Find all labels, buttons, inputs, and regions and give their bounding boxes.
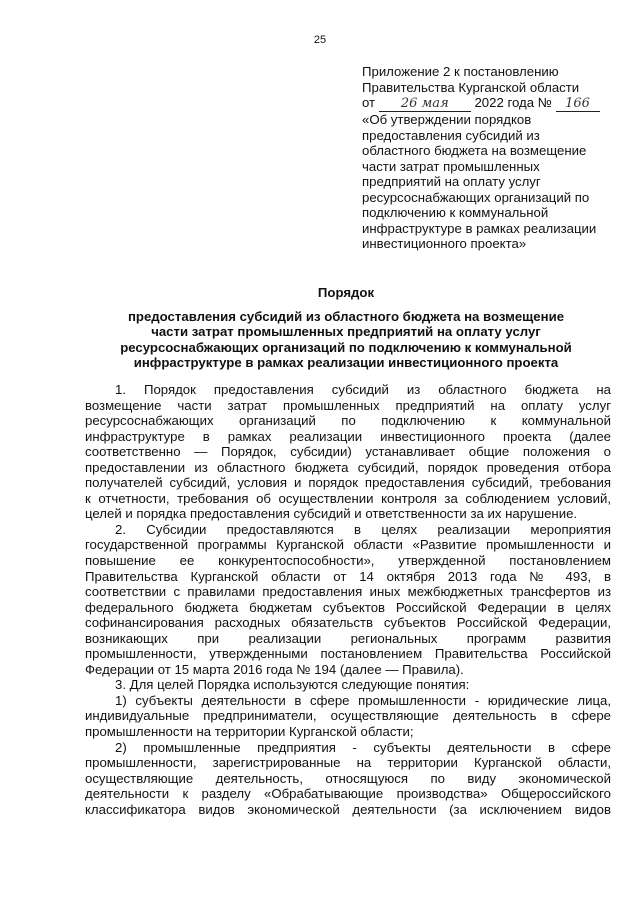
- appendix-header: [362, 64, 612, 252]
- paragraph-line: 2) промышленные предприятия - субъекты деятельности в сфере: [115, 739, 611, 755]
- paragraph-line: Федерации от 15 марта 2016 года № 194 (далее — Правила).: [85, 661, 464, 677]
- paragraph: [85, 382, 611, 522]
- appendix-subject-line: части затрат промышленных: [362, 158, 540, 174]
- page-number: 25: [313, 34, 327, 46]
- paragraph-line: индивидуальные предприниматели, осуществляющие деятельность в сфере: [85, 708, 611, 724]
- paragraph-line: возникающих при реализации региональных программ развития: [85, 630, 611, 646]
- paragraph-line: к отчетности, требования об осуществлении контроля за соблюдением условий,: [85, 490, 611, 506]
- paragraph-line: государственной программы Курганской области «Развитие промышленности и: [85, 537, 611, 553]
- document-title: [85, 285, 607, 371]
- handwritten-date: 26 мая: [379, 97, 471, 112]
- appendix-subject-line: инвестиционного проекта»: [362, 236, 527, 251]
- title-heading: Порядок: [317, 285, 375, 300]
- paragraph-line: 3. Для целей Порядка используются следующие понятия:: [115, 677, 470, 693]
- title-line: ресурсоснабжающих организаций по подключению к коммунальной: [120, 339, 572, 355]
- paragraph-line: промышленности, утвержденными постановлением Правительства Российской: [85, 646, 611, 662]
- paragraph-line: федерального бюджета бюджетам субъектов Российской Федерации в целях: [85, 599, 611, 615]
- year-text: 2022 года №: [474, 95, 552, 110]
- appendix-subject-line: предоставления субсидий из: [362, 127, 540, 143]
- paragraph-line: соответствии с правилами предоставления иных межбюджетных трансфертов из: [85, 584, 611, 600]
- paragraph-line: осуществляющие деятельность, относящуюся по виду экономической: [85, 770, 611, 786]
- appendix-subject-line: подключению к коммунальной: [362, 205, 549, 220]
- document-body: [85, 382, 611, 817]
- handwritten-number: 166: [556, 97, 600, 112]
- paragraph-line: ресурсоснабжающих организаций по подключению к коммунальной: [85, 413, 611, 429]
- appendix-subject: [362, 112, 612, 252]
- appendix-line-1: Приложение 2 к постановлению: [362, 64, 559, 79]
- paragraph-line: 2. Субсидии предоставляются в целях реализации мероприятия: [115, 521, 611, 537]
- paragraph: [85, 740, 611, 818]
- appendix-subject-line: областного бюджета на возмещение: [362, 143, 587, 158]
- appendix-subject-line: ресурсоснабжающих организаций по: [362, 189, 590, 205]
- paragraph-line: возмещение части затрат промышленных предприятий на оплату услуг: [85, 397, 611, 413]
- date-prefix: от: [362, 95, 376, 110]
- title-lines: [85, 309, 607, 371]
- paragraph-line: софинансирования расходных обязательств субъектов Российской Федерации,: [85, 615, 611, 631]
- appendix-subject-line: «Об утверждении порядков: [362, 112, 532, 127]
- paragraph: [85, 693, 611, 740]
- paragraph-line: 1. Порядок предоставления субсидий из областного бюджета на: [115, 382, 611, 397]
- paragraph-line: целей и порядка предоставления субсидий и ответственности за их нарушение.: [85, 506, 578, 522]
- paragraph-line: Правительства Курганской области от 14 октября 2013 года № 493, в: [85, 568, 611, 584]
- paragraph-line: получателей субсидий, условия и порядок предоставления субсидий, требования: [85, 475, 611, 491]
- title-line: инфраструктуре в рамках реализации инвестиционного проекта: [133, 355, 559, 371]
- paragraph-line: промышленности, зарегистрированные на территории Курганской области,: [85, 755, 611, 771]
- paragraph: [85, 677, 611, 693]
- paragraph-line: промышленности на территории Курганской области;: [85, 724, 414, 740]
- paragraph-line: повышение ее конкурентоспособности», утвержденной постановлением: [85, 553, 611, 569]
- title-line: части затрат промышленных предприятий на оплату услуг: [151, 324, 541, 340]
- paragraph-line: инфраструктуре в рамках реализации инвестиционного проекта (далее: [85, 428, 611, 444]
- appendix-date-line: [362, 95, 612, 112]
- title-line: предоставления субсидий из областного бюджета на возмещение: [127, 308, 565, 324]
- appendix-subject-line: инфраструктуре в рамках реализации: [362, 220, 597, 236]
- paragraph: [85, 522, 611, 677]
- paragraph-line: предоставлении из областного бюджета субсидий, порядок проведения отбора: [85, 459, 611, 475]
- paragraph-line: деятельности к разделу «Обрабатывающие производства» Общероссийского: [85, 786, 611, 802]
- paragraph-line: классификатора видов экономической деятельности (за исключением видов: [85, 801, 611, 817]
- appendix-line-2: Правительства Курганской области: [362, 79, 580, 95]
- appendix-subject-line: предприятий на оплату услуг: [362, 174, 541, 189]
- paragraph-line: соответственно — Порядок, субсидии) устанавливает общие положения о: [85, 444, 611, 460]
- paragraph-line: 1) субъекты деятельности в сфере промышленности - юридические лица,: [115, 692, 611, 708]
